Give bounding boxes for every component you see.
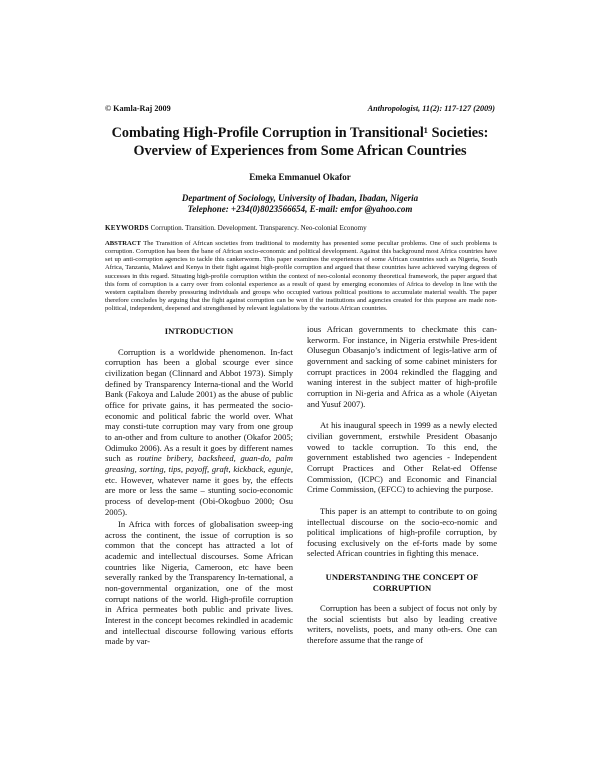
keywords-text: Corruption. Transition. Development. Transparency. Neo-colonial Economy: [150, 224, 367, 232]
abstract: [105, 240, 497, 313]
left-column: [105, 326, 293, 647]
right-paragraph-4: Corruption has been a subject of focus not only by the social scientists but also by leading creative writers, novelists, poets, and many oth-ers. One can therefore assume that the range of: [307, 603, 497, 646]
affiliation-line-2: Telephone: +234(0)8023566654, E-mail: emfor @yahoo.com: [187, 204, 413, 214]
title-line-1: Combating High-Profile Corruption in Transitional¹ Societies:: [111, 125, 489, 141]
intro-p1-terms: routine bribery, backsheed, guan-do, palm greasing, sorting, tips, payoff, graft, kickback, egunje,: [105, 453, 293, 474]
keywords-label: KEYWORDS: [105, 224, 149, 232]
abstract-label: ABSTRACT: [105, 240, 141, 247]
intro-p1-end: etc. However, whatever name it goes by, the effects are more or less the same – stunting socio-economic process of develop-ment (Obi-Okogbuo 2000; Osu 2005).: [105, 474, 293, 517]
title-line-2: Overview of Experiences from Some African Countries: [133, 143, 467, 159]
intro-paragraph-2: In Africa with forces of globalisation sweep-ing across the continent, the issue of corruption is so common that the concept has attracted a lot of academic and intellectual discourses. Some African countries like Nigeria, Cameroon, etc have been severally ranked by the Transparency In-ternational, a non-governmental organization, one of the most corrupt nations of the world. High-profile corruption in Africa permeates both public and private lives. Interest in the concept becomes rekindled in academic and intellectual discourse following various efforts made by var-: [105, 519, 293, 647]
concept-heading-line-1: UNDERSTANDING THE CONCEPT OF: [325, 572, 479, 583]
paper-title: [90, 124, 510, 160]
introduction-heading: INTRODUCTION: [164, 326, 234, 336]
journal-citation: Anthropologist, 11(2): 117-127 (2009): [367, 104, 495, 113]
intro-paragraph-1: [105, 347, 293, 518]
affiliation-line-1: Department of Sociology, University of Ibadan, Ibadan, Nigeria: [181, 193, 419, 203]
right-paragraph-3: This paper is an attempt to contribute to on going intellectual discourse on the socio-eco-nomic and political implications of high-profile corruption, by focusing exclusively on the ef-forts made by some selected African countries in fighting this menace.: [307, 505, 497, 559]
keywords: [105, 224, 500, 232]
right-paragraph-2: At his inaugural speech in 1999 as a newly elected civilian government, erstwhile President Obasanjo vowed to tackle corruption. To this end, the government established two agencies - Independent Corrupt Practices and Other Relat-ed Offense Commission, (ICPC) and Economic and Financial Crime Commission, (EFCC) to achieving the purpose.: [307, 420, 497, 495]
right-column: [307, 324, 497, 646]
abstract-text: The Transition of African societies from traditional to modernity has presented some peculiar problems. One of such problems is corruption. Corruption has been the bane of African socio-economic and political development. Against this background most Africa countries have set up anti-corruption agencies to tackle this cankerworm. This paper examines the experiences of some African countries such as Nigeria, South Africa, Tanzania, Malawi and Kenya in their fight against high-profile corruption and argued that these countries have achieved varying degrees of successes in this regard. Situating high-profile corruption within the context of neo-colonial economy theoretical framework, the paper argued that this form of corruption is a carry over from colonial experience as a result of quest by emerging economies of Africa to develop in line with the western capitalism thereby pressuring individuals and groups who occupied various political positions to accumulate material wealth. The paper therefore concludes by arguing that the fight against corruption can be won if the institutions and agencies created for this purpose are made non-political, independent, deepened and strengthened by relevant legislations by the various African countries.: [105, 240, 497, 313]
author-name: Emeka Emmanuel Okafor: [249, 172, 351, 182]
right-paragraph-1: ious African governments to checkmate this can-kerworm. For instance, in Nigeria erstwhile Pres-ident Olusegun Obasanjo’s indictment of legis-lative arm of government and sacking of some cabinet ministers for corrupt practices in 2004 rekindled the flagging and waning interest in the subject matter of high-profile corruption in Ni-geria and Africa as a whole (Aiyetan and Yusuf 2007).: [307, 324, 497, 409]
copyright-notice: © Kamla-Raj 2009: [105, 104, 171, 113]
concept-heading: [307, 572, 497, 593]
author-affiliation: [0, 193, 600, 215]
concept-heading-line-2: CORRUPTION: [372, 582, 432, 593]
intro-p1-text: Corruption is a worldwide phenomenon. In-fact corruption has been a global scourge ever since civilization began (Clinnard and Abbot 1973). Simply defined by Transparency Interna-tional and the World Bank (Fakoya and Lalude 2001) as the abuse of public office for private gains, it has permeated the socio-economic and political fabric the world over. What may consti-tute corruption may vary from one group to an-other and from culture to another (Okafor 2005; Odimuko 2006). As a result it goes by different names such as: [105, 346, 293, 464]
